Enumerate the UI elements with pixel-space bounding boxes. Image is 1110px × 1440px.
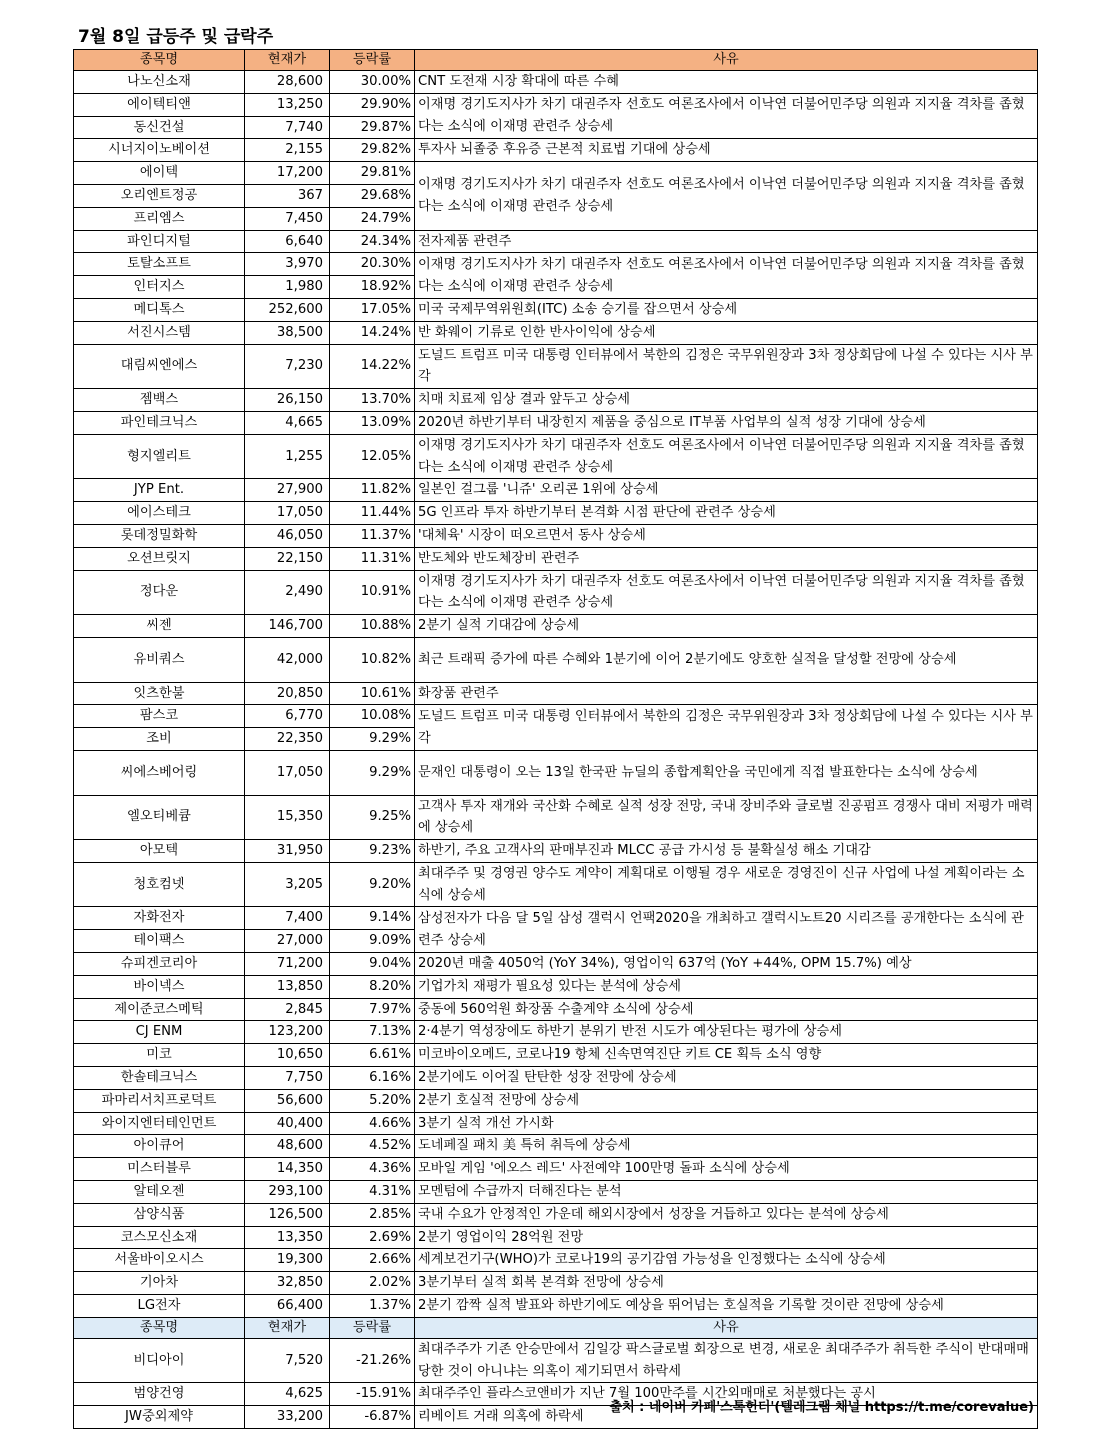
stock-name: 기아차 [74,1272,245,1295]
reason-text: 도널드 트럼프 미국 대통령 인터뷰에서 북한의 김정은 국무위원장과 3차 정상회담에 나설 수 있다는 시사 부각 [415,705,1038,751]
current-price: 27,000 [245,930,330,953]
current-price: 27,900 [245,479,330,502]
stock-name: 코스모신소재 [74,1226,245,1249]
stock-name: 나노신소재 [74,71,245,94]
stock-name: 엘오티베큠 [74,795,245,840]
gainer-row [74,162,1038,185]
current-price: 40,400 [245,1112,330,1135]
reason-text: 5G 인프라 투자 하반기부터 본격화 시점 판단에 관련주 상승세 [415,502,1038,525]
stock-name: 팜스코 [74,705,245,728]
gainer-row [74,93,1038,116]
gainer-row [74,389,1038,412]
current-price: 2,155 [245,139,330,162]
stock-name: 파인디지털 [74,230,245,253]
change-rate: 18.92% [330,276,415,299]
stock-name: 메디톡스 [74,298,245,321]
gainer-row [74,1021,1038,1044]
current-price: 2,845 [245,998,330,1021]
stock-table [73,49,1038,1429]
reason-text: 국내 수요가 안정적인 가운데 해외시장에서 성장을 거듭하고 있다는 분석에 상승세 [415,1203,1038,1226]
current-price: 252,600 [245,298,330,321]
reason-text: 하반기, 주요 고객사의 판매부진과 MLCC 공급 가시성 등 불확실성 해소 기대감 [415,840,1038,863]
current-price: 17,050 [245,502,330,525]
current-price: 32,850 [245,1272,330,1295]
change-rate: 29.81% [330,162,415,185]
stock-name: 오리엔트정공 [74,184,245,207]
current-price: 7,740 [245,116,330,139]
stock-name: 씨에스베어링 [74,750,245,795]
reason-text: 2분기에도 이어질 탄탄한 성장 전망에 상승세 [415,1067,1038,1090]
stock-name: 에이스테크 [74,502,245,525]
current-price: 146,700 [245,615,330,638]
gainer-row [74,434,1038,479]
current-price: 48,600 [245,1135,330,1158]
current-price: 10,650 [245,1044,330,1067]
reason-text: 기업가치 재평가 필요성 있다는 분석에 상승세 [415,975,1038,998]
reason-text: 반 화웨이 기류로 인한 반사이익에 상승세 [415,321,1038,344]
reason-text: 2020년 매출 4050억 (YoY 34%), 영업이익 637억 (YoY +44%, OPM 15.7%) 예상 [415,953,1038,976]
change-rate: 20.30% [330,253,415,276]
change-rate: -21.26% [330,1338,415,1383]
current-price: 56,600 [245,1089,330,1112]
stock-name: 에이텍 [74,162,245,185]
change-rate: 29.90% [330,93,415,116]
stock-name: 서진시스템 [74,321,245,344]
stock-name: JYP Ent. [74,479,245,502]
reason-text: 2·4분기 역성장에도 하반기 분위기 반전 시도가 예상된다는 평가에 상승세 [415,1021,1038,1044]
current-price: 17,050 [245,750,330,795]
gainer-row [74,907,1038,930]
reason-text: 세계보건기구(WHO)가 코로나19의 공기감염 가능성을 인정했다는 소식에 상승세 [415,1249,1038,1272]
current-price: 7,400 [245,907,330,930]
change-rate: 10.82% [330,637,415,682]
stock-name: 자화전자 [74,907,245,930]
change-rate: 11.37% [330,524,415,547]
stock-name: 아모텍 [74,840,245,863]
reason-text: 2분기 깜짝 실적 발표와 하반기에도 예상을 뛰어넘는 호실적을 기록할 것이란 전망에 상승세 [415,1295,1038,1318]
reason-text: 반도체와 반도체장비 관련주 [415,547,1038,570]
stock-name: 범양건영 [74,1383,245,1406]
stock-name: 젬백스 [74,389,245,412]
change-rate: 11.82% [330,479,415,502]
gainer-row [74,71,1038,94]
change-rate: 12.05% [330,434,415,479]
stock-name: JW중외제약 [74,1406,245,1429]
change-rate: 2.66% [330,1249,415,1272]
gainer-row [74,1158,1038,1181]
current-price: 14,350 [245,1158,330,1181]
stock-name: 아이큐어 [74,1135,245,1158]
current-price: 4,665 [245,411,330,434]
reason-text: 리베이트 거래 의혹에 하락세 [415,1406,1038,1429]
stock-name: CJ ENM [74,1021,245,1044]
stock-name: 동신건설 [74,116,245,139]
gainer-row [74,1226,1038,1249]
column-header-name: 종목명 [74,1317,245,1338]
reason-text: 2020년 하반기부터 내장힌지 제품을 중심으로 IT부품 사업부의 실적 성장 기대에 상승세 [415,411,1038,434]
current-price: 6,770 [245,705,330,728]
stock-name: 미스터블루 [74,1158,245,1181]
current-price: 1,255 [245,434,330,479]
stock-name: 파인테크닉스 [74,411,245,434]
gainer-row [74,502,1038,525]
reason-text: 전자제품 관련주 [415,230,1038,253]
change-rate: 6.16% [330,1067,415,1090]
reason-text: 이재명 경기도지사가 차기 대권주자 선호도 여론조사에서 이낙연 더불어민주당 의원과 지지율 격차를 좁혔다는 소식에 이재명 관련주 상승세 [415,162,1038,230]
current-price: 17,200 [245,162,330,185]
stock-name: 형지엘리트 [74,434,245,479]
gainer-row [74,975,1038,998]
stock-name: LG전자 [74,1295,245,1318]
current-price: 7,230 [245,344,330,389]
gainer-row [74,705,1038,728]
change-rate: 2.85% [330,1203,415,1226]
gainer-row [74,953,1038,976]
current-price: 6,640 [245,230,330,253]
stock-name: 시너지이노베이션 [74,139,245,162]
gainer-row [74,1089,1038,1112]
change-rate: 10.61% [330,682,415,705]
reason-text: 고객사 투자 재개와 국산화 수혜로 실적 성장 전망, 국내 장비주와 글로벌 진공펌프 경쟁사 대비 저평가 매력에 상승세 [415,795,1038,840]
gainer-row [74,637,1038,682]
current-price: 2,490 [245,570,330,615]
current-price: 71,200 [245,953,330,976]
reason-text: 문재인 대통령이 오는 13일 한국판 뉴딜의 종합계획안을 국민에게 직접 발표한다는 소식에 상승세 [415,750,1038,795]
current-price: 26,150 [245,389,330,412]
stock-name: 토탈소프트 [74,253,245,276]
reason-text: 최대주주인 플라스코앤비가 지난 7월 100만주를 시간외매매로 처분했다는 공시 [415,1383,1038,1406]
change-rate: 9.29% [330,728,415,751]
current-price: 367 [245,184,330,207]
column-header-change: 등락률 [330,1317,415,1338]
current-price: 126,500 [245,1203,330,1226]
reason-text: 2분기 실적 기대감에 상승세 [415,615,1038,638]
stock-name: 대림씨엔에스 [74,344,245,389]
reason-text: 중동에 560억원 화장품 수출계약 소식에 상승세 [415,998,1038,1021]
stock-name: 비디아이 [74,1338,245,1383]
change-rate: 11.44% [330,502,415,525]
current-price: 1,980 [245,276,330,299]
change-rate: 10.08% [330,705,415,728]
gainer-row [74,1249,1038,1272]
column-header-reason: 사유 [415,1317,1038,1338]
current-price: 7,450 [245,207,330,230]
reason-text: 이재명 경기도지사가 차기 대권주자 선호도 여론조사에서 이낙연 더불어민주당 의원과 지지율 격차를 좁혔다는 소식에 이재명 관련주 상승세 [415,253,1038,299]
change-rate: 13.09% [330,411,415,434]
change-rate: 30.00% [330,71,415,94]
column-header-price: 현재가 [245,50,330,71]
current-price: 4,625 [245,1383,330,1406]
gainer-row [74,1044,1038,1067]
change-rate: 24.79% [330,207,415,230]
gainer-row [74,1295,1038,1318]
gainer-row [74,1203,1038,1226]
change-rate: 17.05% [330,298,415,321]
change-rate: 6.61% [330,1044,415,1067]
current-price: 123,200 [245,1021,330,1044]
stock-name: 서울바이오시스 [74,1249,245,1272]
gainer-row [74,411,1038,434]
reason-text: 화장품 관련주 [415,682,1038,705]
stock-name: 와이지엔터테인먼트 [74,1112,245,1135]
gainer-row [74,750,1038,795]
stock-name: 조비 [74,728,245,751]
reason-text: 이재명 경기도지사가 차기 대권주자 선호도 여론조사에서 이낙연 더불어민주당 의원과 지지율 격차를 좁혔다는 소식에 이재명 관련주 상승세 [415,570,1038,615]
reason-text: 2분기 호실적 전망에 상승세 [415,1089,1038,1112]
change-rate: 4.31% [330,1181,415,1204]
reason-text: 투자사 뇌졸중 후유증 근본적 치료법 기대에 상승세 [415,139,1038,162]
stock-name: 슈피겐코리아 [74,953,245,976]
change-rate: 29.82% [330,139,415,162]
change-rate: 8.20% [330,975,415,998]
stock-name: 유비쿼스 [74,637,245,682]
gainer-row [74,840,1038,863]
gainer-row [74,1112,1038,1135]
change-rate: 14.24% [330,321,415,344]
change-rate: 2.02% [330,1272,415,1295]
stock-name: 정다운 [74,570,245,615]
current-price: 66,400 [245,1295,330,1318]
current-price: 31,950 [245,840,330,863]
stock-name: 씨젠 [74,615,245,638]
gainer-row [74,682,1038,705]
reason-text: 최근 트래픽 증가에 따른 수혜와 1분기에 이어 2분기에도 양호한 실적을 달성할 전망에 상승세 [415,637,1038,682]
gainer-row [74,321,1038,344]
stock-name: 프리엠스 [74,207,245,230]
gainer-row [74,344,1038,389]
stock-name: 청호컴넷 [74,862,245,907]
change-rate: 9.23% [330,840,415,863]
page-title: 7월 8일 급등주 및 급락주 [78,27,274,47]
gainer-row [74,615,1038,638]
gainer-row [74,1067,1038,1090]
stock-name: 테이팩스 [74,930,245,953]
gainer-row [74,1272,1038,1295]
current-price: 13,350 [245,1226,330,1249]
gainer-row [74,998,1038,1021]
change-rate: 9.20% [330,862,415,907]
current-price: 293,100 [245,1181,330,1204]
reason-text: 이재명 경기도지사가 차기 대권주자 선호도 여론조사에서 이낙연 더불어민주당 의원과 지지율 격차를 좁혔다는 소식에 이재명 관련주 상승세 [415,434,1038,479]
reason-text: 2분기 영업이익 28억원 전망 [415,1226,1038,1249]
gainer-row [74,1135,1038,1158]
reason-text: CNT 도전재 시장 확대에 따른 수혜 [415,71,1038,94]
losers-header-row [74,1317,1038,1338]
reason-text: 미국 국제무역위원회(ITC) 소송 승기를 잡으면서 상승세 [415,298,1038,321]
source-note: 출처 : 네이버 카페'스톡헌터'(텔레그램 채널 https://t.me/corevalue) [609,1400,1034,1415]
change-rate: 9.04% [330,953,415,976]
column-header-change: 등락률 [330,50,415,71]
current-price: 7,750 [245,1067,330,1090]
current-price: 19,300 [245,1249,330,1272]
stock-name: 인터지스 [74,276,245,299]
gainer-row [74,298,1038,321]
stock-name: 한솔테크닉스 [74,1067,245,1090]
stock-name: 미코 [74,1044,245,1067]
current-price: 28,600 [245,71,330,94]
change-rate: 10.91% [330,570,415,615]
reason-text: 모멘텀에 수급까지 더해진다는 분석 [415,1181,1038,1204]
reason-text: 미코바이오메드, 코로나19 항체 신속면역진단 키트 CE 획득 소식 영향 [415,1044,1038,1067]
column-header-price: 현재가 [245,1317,330,1338]
loser-row [74,1338,1038,1383]
change-rate: 24.34% [330,230,415,253]
reason-text: 삼성전자가 다음 달 5일 삼성 갤럭시 언팩2020을 개최하고 갤럭시노트20 시리즈를 공개한다는 소식에 관련주 상승세 [415,907,1038,953]
change-rate: 4.36% [330,1158,415,1181]
stock-name: 잇츠한불 [74,682,245,705]
stock-name: 에이텍티앤 [74,93,245,116]
stock-name: 오션브릿지 [74,547,245,570]
reason-text: 치매 치료제 임상 결과 앞두고 상승세 [415,389,1038,412]
change-rate: 2.69% [330,1226,415,1249]
change-rate: 9.29% [330,750,415,795]
current-price: 13,850 [245,975,330,998]
current-price: 13,250 [245,93,330,116]
stock-name: 알테오젠 [74,1181,245,1204]
reason-text: 3분기 실적 개선 가시화 [415,1112,1038,1135]
current-price: 22,150 [245,547,330,570]
reason-text: 모바일 게임 '에오스 레드' 사전예약 100만명 돌파 소식에 상승세 [415,1158,1038,1181]
change-rate: 4.52% [330,1135,415,1158]
stock-name: 파마리서치프로덕트 [74,1089,245,1112]
stock-name: 롯데정밀화학 [74,524,245,547]
gainer-row [74,524,1038,547]
reason-text: 3분기부터 실적 회복 본격화 전망에 상승세 [415,1272,1038,1295]
reason-text: 도널드 트럼프 미국 대통령 인터뷰에서 북한의 김정은 국무위원장과 3차 정상회담에 나설 수 있다는 시사 부각 [415,344,1038,389]
change-rate: 14.22% [330,344,415,389]
change-rate: 10.88% [330,615,415,638]
change-rate: 29.87% [330,116,415,139]
change-rate: 13.70% [330,389,415,412]
gainer-row [74,570,1038,615]
stock-name: 제이준코스메틱 [74,998,245,1021]
change-rate: 7.13% [330,1021,415,1044]
gainer-row [74,547,1038,570]
stock-name: 바이넥스 [74,975,245,998]
current-price: 46,050 [245,524,330,547]
change-rate: 9.25% [330,795,415,840]
current-price: 33,200 [245,1406,330,1429]
column-header-reason: 사유 [415,50,1038,71]
column-header-name: 종목명 [74,50,245,71]
gainers-header-row [74,50,1038,71]
current-price: 42,000 [245,637,330,682]
gainer-row [74,230,1038,253]
gainer-row [74,253,1038,276]
change-rate: -6.87% [330,1406,415,1429]
change-rate: 7.97% [330,998,415,1021]
change-rate: 11.31% [330,547,415,570]
reason-text: 이재명 경기도지사가 차기 대권주자 선호도 여론조사에서 이낙연 더불어민주당 의원과 지지율 격차를 좁혔다는 소식에 이재명 관련주 상승세 [415,93,1038,139]
current-price: 38,500 [245,321,330,344]
change-rate: 4.66% [330,1112,415,1135]
reason-text: '대체육' 시장이 떠오르면서 동사 상승세 [415,524,1038,547]
gainer-row [74,862,1038,907]
current-price: 20,850 [245,682,330,705]
change-rate: 9.14% [330,907,415,930]
reason-text: 최대주주 및 경영권 양수도 계약이 계획대로 이행될 경우 새로운 경영진이 신규 사업에 나설 계획이라는 소식에 상승세 [415,862,1038,907]
change-rate: 1.37% [330,1295,415,1318]
current-price: 15,350 [245,795,330,840]
current-price: 7,520 [245,1338,330,1383]
change-rate: 5.20% [330,1089,415,1112]
current-price: 3,205 [245,862,330,907]
gainer-row [74,479,1038,502]
gainer-row [74,139,1038,162]
gainer-row [74,795,1038,840]
stock-name: 삼양식품 [74,1203,245,1226]
reason-text: 일본인 걸그룹 '니쥬' 오리콘 1위에 상승세 [415,479,1038,502]
change-rate: 29.68% [330,184,415,207]
reason-text: 최대주주가 기존 안승만에서 김일강 팍스글로벌 회장으로 변경, 새로운 최대주주가 취득한 주식이 반대매매 당한 것이 아니냐는 의혹이 제기되면서 하락세 [415,1338,1038,1383]
gainer-row [74,1181,1038,1204]
reason-text: 도네페질 패치 美 특허 취득에 상승세 [415,1135,1038,1158]
current-price: 22,350 [245,728,330,751]
change-rate: -15.91% [330,1383,415,1406]
change-rate: 9.09% [330,930,415,953]
current-price: 3,970 [245,253,330,276]
